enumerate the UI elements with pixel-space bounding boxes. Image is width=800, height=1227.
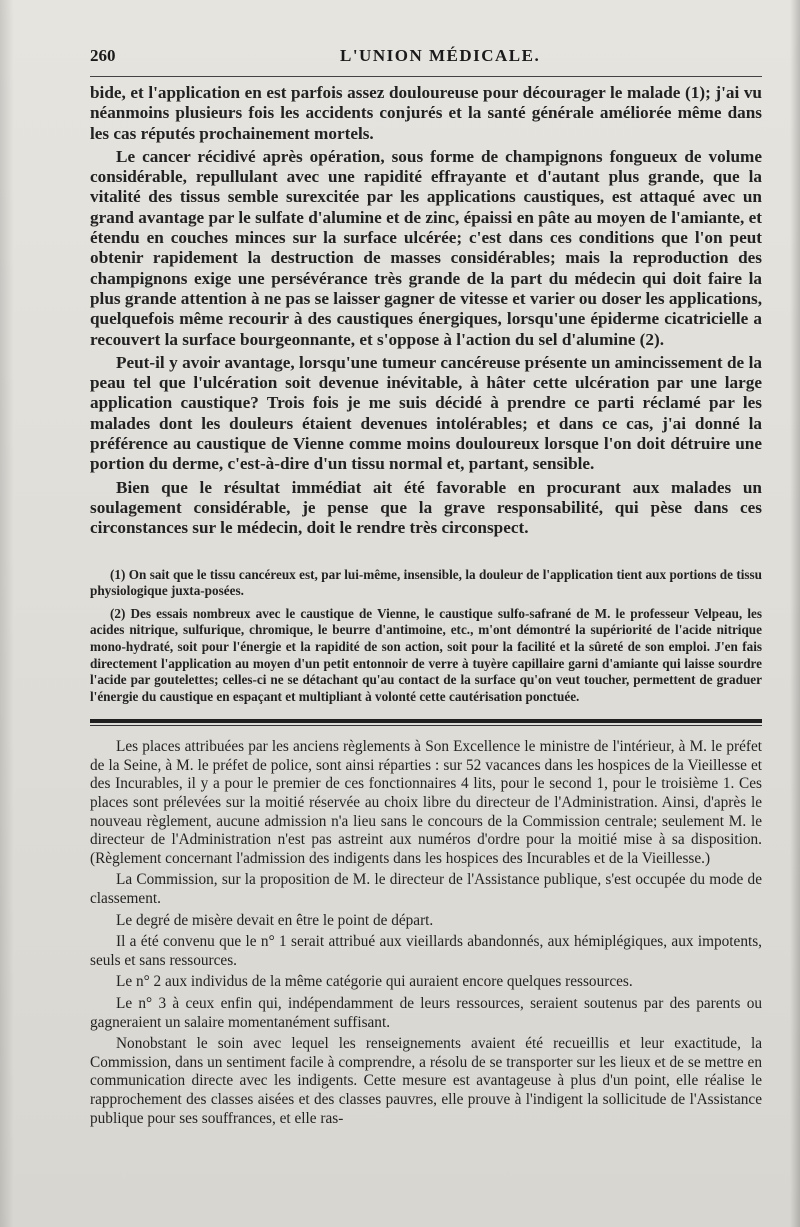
section-paragraph-7: Nonobstant le soin avec lequel les renseignements avaient été recueillis et leur exactitude, la Commission, dans un sentiment facile à comprendre, a résolu de se transporter sur les lieux et de se mettre en communication directe avec les indigents. Cette mesure est avantageuse à plus d'un point, elle réalise le rapprochement des classes aisées et des classes pauvres, elle prouve à l'indigent la sollicitude de l'Assistance publique pour ses souffrances, et elle ras- [90, 1035, 762, 1127]
footnote-1: (1) On sait que le tissu cancéreux est, par lui-même, insensible, la douleur de l'application tient aux portions de tissu physiologique juxta-posées. [90, 566, 762, 599]
page-header [90, 46, 762, 77]
section-divider-thin [90, 725, 762, 726]
section-paragraph-6: Le n° 3 à ceux enfin qui, indépendamment de leurs ressources, seraient soutenus par des parents ou gagneraient un salaire momentanément suffisant. [90, 995, 762, 1031]
section-paragraph-5: Le n° 2 aux individus de la même catégorie qui auraient encore quelques ressources. [116, 973, 633, 991]
footnotes [90, 567, 762, 706]
section-paragraph-3: Le degré de misère devait en être le point de départ. [116, 911, 434, 929]
article-body [90, 83, 762, 539]
commission-section [90, 738, 762, 1128]
page-edge-shadow [790, 0, 800, 1227]
section-paragraph-2: La Commission, sur la proposition de M. le directeur de l'Assistance publique, s'est occupée du mode de classement. [90, 871, 762, 908]
article-paragraph-1: bide, et l'application en est parfois assez douloureuse pour décourager le malade (1); j'ai vu néanmoins plusieurs fois les accidents conjurés et la santé générale améliorée même dans les cas réputés prochainement mortels. [90, 83, 762, 143]
section-paragraph-4: Il a été convenu que le n° 1 serait attribué aux vieillards abandonnés, aux hémiplégiques, aux impotents, seuls et sans ressources. [90, 933, 762, 969]
page-number: 260 [90, 46, 116, 65]
section-paragraph-1: Les places attribuées par les anciens règlements à Son Excellence le ministre de l'intérieur, à M. le préfet de la Seine, à M. le préfet de police, sont ainsi réparties : sur 52 vacances dans les hospices de la Vieillesse et des Incurables, il y a pour le premier de ces fonctionnaires 4 lits, pour le second 1, pour le troisième 1. Ces places sont prélevées sur la moitié réservée au choix libre du directeur de l'Administration. Ainsi, d'après le nouveau règlement, aucune admission n'a lieu sans le concours de la Commission centrale; seulement M. le directeur de l'Administration n'est pas astreint aux numéros d'ordre pour la moitié mise à sa disposition. (Règlement concernant l'admission des indigents dans les hospices des Incurables et de la Vieillesse.) [90, 738, 762, 867]
running-title: L'UNION MÉDICALE. [340, 46, 541, 65]
footnote-2: (2) Des essais nombreux avec le caustique de Vienne, le caustique sulfo-safrané de M. le professeur Velpeau, les acides nitrique, sulfurique, chromique, le beurre d'antimoine, etc., m'ont démontré la supériorité de l'acide nitrique mono-hydraté, soit pour l'énergie et la rapidité de son action, soit pour la facilité et la sûreté de son emploi. J'en fais directement l'application au moyen d'un petit entonnoir de verre à tuyère capillaire garni d'amiante qui laisse sourdre l'acide par goutelettes; celles-ci ne se détachant qu'au contact de la surface qu'on veut toucher, permettent de graduer l'énergie du caustique en espaçant et multipliant à volonté cette cautérisation ponctuée. [90, 605, 762, 704]
article-paragraph-2: Le cancer récidivé après opération, sous forme de champignons fongueux de volume considérable, repullulant avec une rapidité effrayante et d'autant plus grande, que la vitalité des tissus semble surexcitée par les applications caustiques, est attaqué avec un grand avantage par le sulfate d'alumine et de zinc, épaissi en pâte au moyen de l'amiante, et étendu en couches minces sur la surface ulcérée; c'est dans ces conditions que l'on peut obtenir rapidement la destruction de masses considérables; mais la reproduction des champignons exige une persévérance très grande de la part du médecin qui doit faire la plus grande attention à ne pas se laisser gagner de vitesse et varier ou doser les applications, quelquefois même recourir à des caustiques énergiques, lorsqu'une épiderme cicatricielle a recouvert la surface bourgeonnante, et s'oppose à l'action du sel d'alumine (2). [90, 146, 762, 349]
section-divider-thick [90, 719, 762, 723]
binding-shadow [0, 0, 14, 1227]
article-paragraph-3: Peut-il y avoir avantage, lorsqu'une tumeur cancéreuse présente un amincissement de la peau tel que l'ulcération soit devenue inévitable, à hâter cette ulcération par une large application caustique? Trois fois je me suis décidé à prendre ce parti réclamé par les malades dont les douleurs étaient devenues intolérables; et dans ce cas, j'ai donné la préférence au caustique de Vienne comme moins douloureux lorsque l'on doit détruire une portion du derme, c'est-à-dire d'un tissu normal et, partant, sensible. [90, 352, 762, 474]
article-paragraph-4: Bien que le résultat immédiat ait été favorable en procurant aux malades un soulagement considérable, je pense que la grave responsabilité, qui pèse dans ces circonstances sur le médecin, doit le rendre très circonspect. [90, 477, 762, 538]
